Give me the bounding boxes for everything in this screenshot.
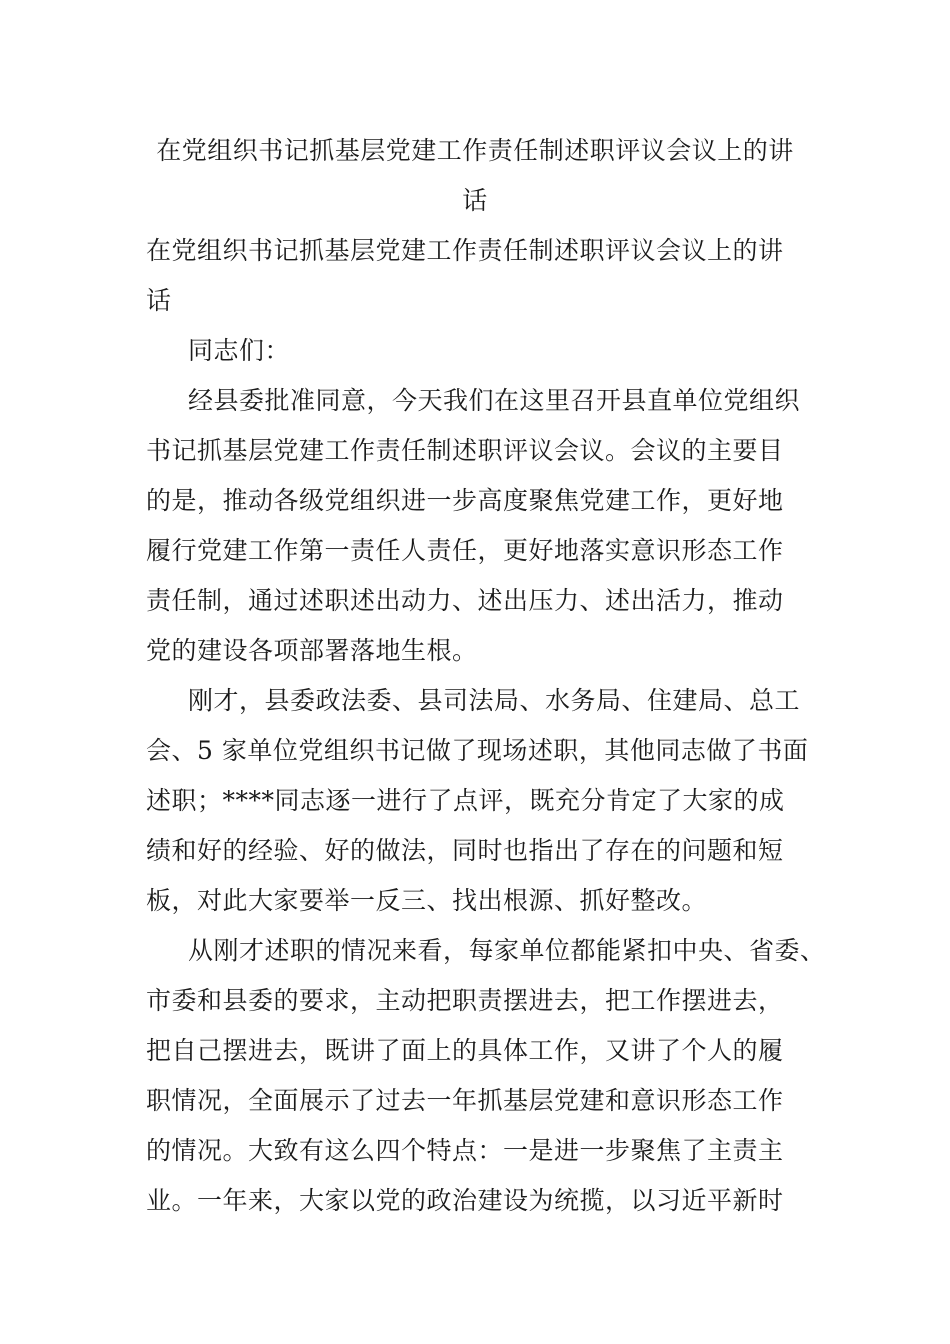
document-title-line-1: 在党组织书记抓基层党建工作责任制述职评议会议上的讲: [156, 136, 794, 165]
paragraph-1-line-4: 履行党建工作第一责任人责任，更好地落实意识形态工作: [146, 536, 784, 565]
paragraph-1-line-6: 党的建设各项部署落地生根。: [146, 636, 478, 665]
paragraph-1-line-1: 经县委批准同意，今天我们在这里召开县直单位党组织: [188, 386, 801, 415]
paragraph-2-line-3: 述职；****同志逐一进行了点评，既充分肯定了大家的成: [146, 786, 785, 815]
paragraph-2-line-1: 刚才，县委政法委、县司法局、水务局、住建局、总工: [188, 686, 801, 715]
paragraph-2-line-2: 会、5 家单位党组织书记做了现场述职，其他同志做了书面: [146, 736, 809, 765]
paragraph-1-line-2: 书记抓基层党建工作责任制述职评议会议。会议的主要目: [146, 436, 784, 465]
paragraph-3-line-6: 业。一年来，大家以党的政治建设为统揽，以习近平新时: [146, 1186, 784, 1215]
heading-line-2: 话: [146, 286, 172, 315]
paragraph-3-line-4: 职情况，全面展示了过去一年抓基层党建和意识形态工作: [146, 1086, 784, 1115]
heading-line-1: 在党组织书记抓基层党建工作责任制述职评议会议上的讲: [146, 236, 784, 265]
paragraph-3-line-1: 从刚才述职的情况来看，每家单位都能紧扣中央、省委、: [188, 936, 826, 965]
paragraph-3-line-2: 市委和县委的要求，主动把职责摆进去，把工作摆进去，: [146, 986, 784, 1015]
paragraph-3-line-3: 把自己摆进去，既讲了面上的具体工作，又讲了个人的履: [146, 1036, 784, 1065]
paragraph-2-line-4: 绩和好的经验、好的做法，同时也指出了存在的问题和短: [146, 836, 784, 865]
salutation: 同志们：: [188, 336, 291, 365]
paragraph-1-line-3: 的是，推动各级党组织进一步高度聚焦党建工作，更好地: [146, 486, 784, 515]
paragraph-2-line-5: 板，对此大家要举一反三、找出根源、抓好整改。: [146, 886, 708, 915]
paragraph-1-line-5: 责任制，通过述职述出动力、述出压力、述出活力，推动: [146, 586, 784, 615]
paragraph-3-line-5: 的情况。大致有这么四个特点：一是进一步聚焦了主责主: [146, 1136, 784, 1165]
document-title-line-2: 话: [462, 186, 488, 215]
